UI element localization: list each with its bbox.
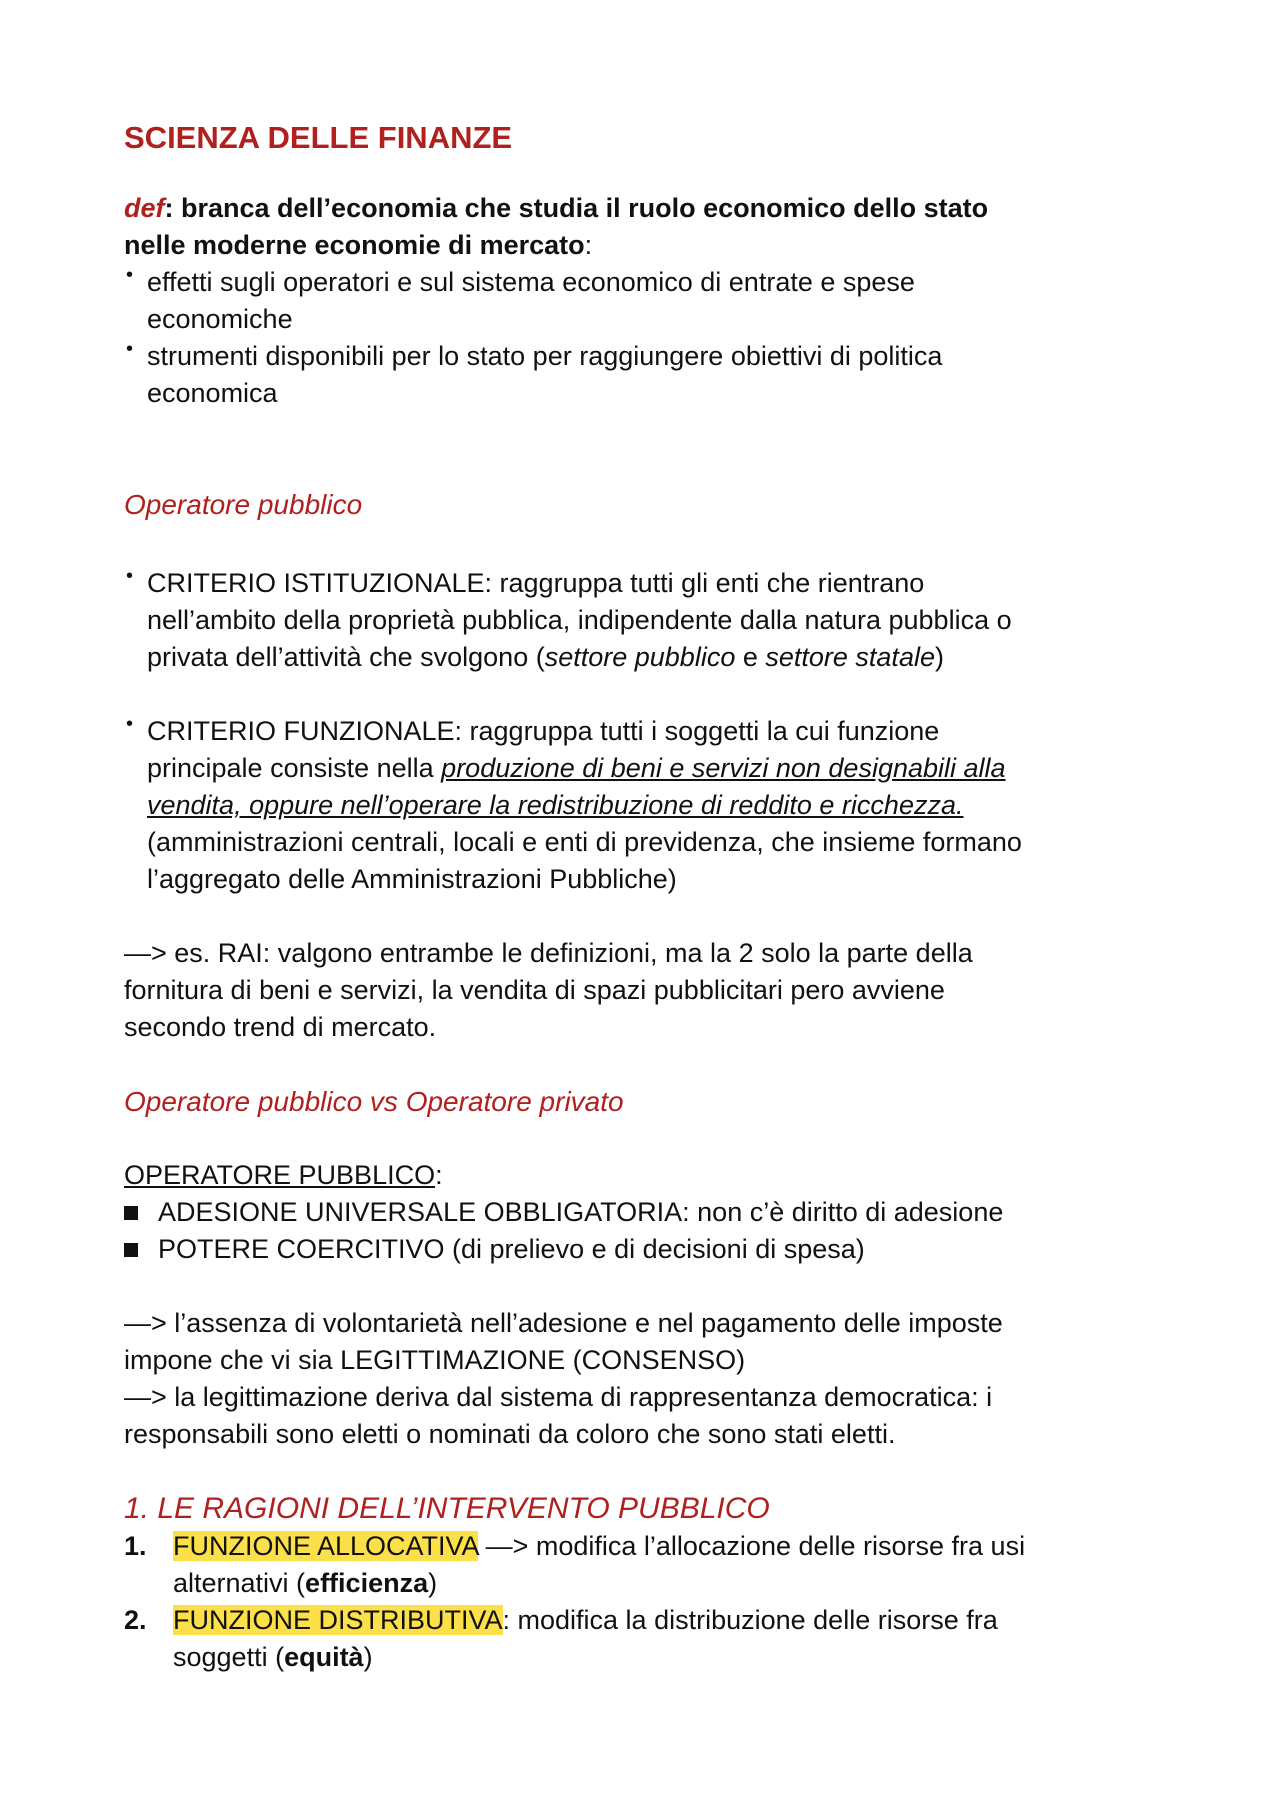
efficienza-term: efficienza: [305, 1568, 429, 1598]
funzione-allocativa-desc: —> modifica l’allocazione delle risorse fra usi: [478, 1531, 1026, 1561]
bullet-dot: •: [126, 338, 134, 360]
funzione-distributiva-line-2: [173, 1639, 1164, 1676]
crit1-text: privata dell’attività che svolgono (: [147, 642, 545, 672]
crit1-conj: e: [735, 642, 766, 672]
settore-pubblico-term: settore pubblico: [544, 642, 736, 672]
crit2-line-2: [147, 750, 1164, 787]
def-bullet-1: [124, 264, 1164, 338]
label-colon: :: [435, 1160, 443, 1190]
funzione-distributiva-item: [124, 1602, 1164, 1676]
potere-item: [124, 1231, 1164, 1268]
def-text-2: nelle moderne economie di mercato: [124, 230, 585, 260]
def-bullet-2-line-1: strumenti disponibili per lo stato per raggiungere obiettivi di politica: [147, 341, 943, 371]
highlighted-term: FUNZIONE ALLOCATIVA: [173, 1531, 479, 1561]
criterio-funzionale: [124, 713, 1164, 898]
note-1-line-1: —> l’assenza di volontarietà nell’adesione e nel pagamento delle imposte: [124, 1308, 1003, 1338]
crit2-line-5: l’aggregato delle Amministrazioni Pubbliche): [147, 864, 677, 894]
list-number: 2.: [124, 1605, 147, 1635]
crit1-close: ): [934, 642, 944, 672]
document-title: SCIENZA DELLE FINANZE: [124, 120, 513, 155]
section-heading-operatore-pubblico: Operatore pubblico: [124, 489, 363, 520]
def-bullet-2: [124, 338, 1164, 412]
crit2-underlined-text: produzione di beni e servizi non designabili alla: [441, 753, 1006, 783]
square-bullet-icon: [124, 1243, 138, 1257]
def-bullet-2-line-2: economica: [147, 378, 278, 408]
note-1-line-2: impone che vi sia LEGITTIMAZIONE (CONSENSO): [124, 1345, 746, 1375]
funzione-distributiva-line-1: [173, 1602, 1164, 1639]
bullet-dot: •: [126, 264, 134, 286]
desc-close: ): [363, 1642, 373, 1672]
funzione-allocativa-item: [124, 1528, 1164, 1602]
def-bullet-1-line-2: economiche: [147, 304, 293, 334]
desc-close: ): [428, 1568, 438, 1598]
square-bullet-icon: [124, 1206, 138, 1220]
list-number: 1.: [124, 1531, 147, 1561]
section-heading-ragioni: 1. LE RAGIONI DELL’INTERVENTO PUBBLICO: [124, 1492, 770, 1525]
funzione-allocativa-line-2: [173, 1565, 1164, 1602]
crit2-line-1: CRITERIO FUNZIONALE: raggruppa tutti i soggetti la cui funzione: [147, 716, 940, 746]
funzione-allocativa-line-1: [173, 1528, 1164, 1565]
funzione-distributiva-desc: : modifica la distribuzione delle risorse fra: [502, 1605, 998, 1635]
crit2-line-3: vendita, oppure nell’operare la redistribuzione di reddito e ricchezza.: [147, 790, 964, 820]
bullet-dot: •: [126, 565, 134, 587]
adesione-item: [124, 1194, 1164, 1231]
definition-line-1: [124, 190, 1164, 227]
crit1-line-1: CRITERIO ISTITUZIONALE: raggruppa tutti gli enti che rientrano: [147, 568, 925, 598]
crit2-line-4: (amministrazioni centrali, locali e enti di previdenza, che insieme formano: [147, 827, 1022, 857]
section-heading-pubblico-vs-privato: Operatore pubblico vs Operatore privato: [124, 1086, 624, 1117]
example-line-1: —> es. RAI: valgono entrambe le definizioni, ma la 2 solo la parte della: [124, 938, 973, 968]
crit2-text: principale consiste nella: [147, 753, 442, 783]
potere-text: POTERE COERCITIVO (di prelievo e di decisioni di spesa): [158, 1234, 865, 1264]
bullet-dot: •: [126, 713, 134, 735]
note-2-line-1: —> la legittimazione deriva dal sistema di rappresentanza democratica: i: [124, 1382, 993, 1412]
desc-text: soggetti (: [173, 1642, 285, 1672]
adesione-text: ADESIONE UNIVERSALE OBBLIGATORIA: non c’è diritto di adesione: [158, 1197, 1004, 1227]
desc-text: alternativi (: [173, 1568, 306, 1598]
definition-line-2: [124, 227, 1164, 264]
def-bullet-1-line-1: effetti sugli operatori e sul sistema economico di entrate e spese: [147, 267, 915, 297]
example-line-3: secondo trend di mercato.: [124, 1012, 437, 1042]
example-line-2: fornitura di beni e servizi, la vendita di spazi pubblicitari pero avviene: [124, 975, 945, 1005]
crit1-line-2: nell’ambito della proprietà pubblica, indipendente dalla natura pubblica o: [147, 605, 1012, 635]
operatore-pubblico-underlined: OPERATORE PUBBLICO: [124, 1160, 436, 1190]
criterio-istituzionale: [124, 565, 1164, 676]
def-text-1: : branca dell’economia che studia il ruolo economico dello stato: [164, 193, 989, 223]
note-2-line-2: responsabili sono eletti o nominati da coloro che sono stati eletti.: [124, 1419, 896, 1449]
operatore-pubblico-label: [124, 1157, 1164, 1194]
equita-term: equità: [284, 1642, 364, 1672]
settore-statale-term: settore statale: [765, 642, 935, 672]
def-colon: :: [584, 230, 593, 260]
def-label: def: [124, 193, 165, 223]
document-page: [124, 118, 1164, 1676]
highlighted-term: FUNZIONE DISTRIBUTIVA: [173, 1605, 503, 1635]
crit1-line-3: [147, 639, 1164, 676]
